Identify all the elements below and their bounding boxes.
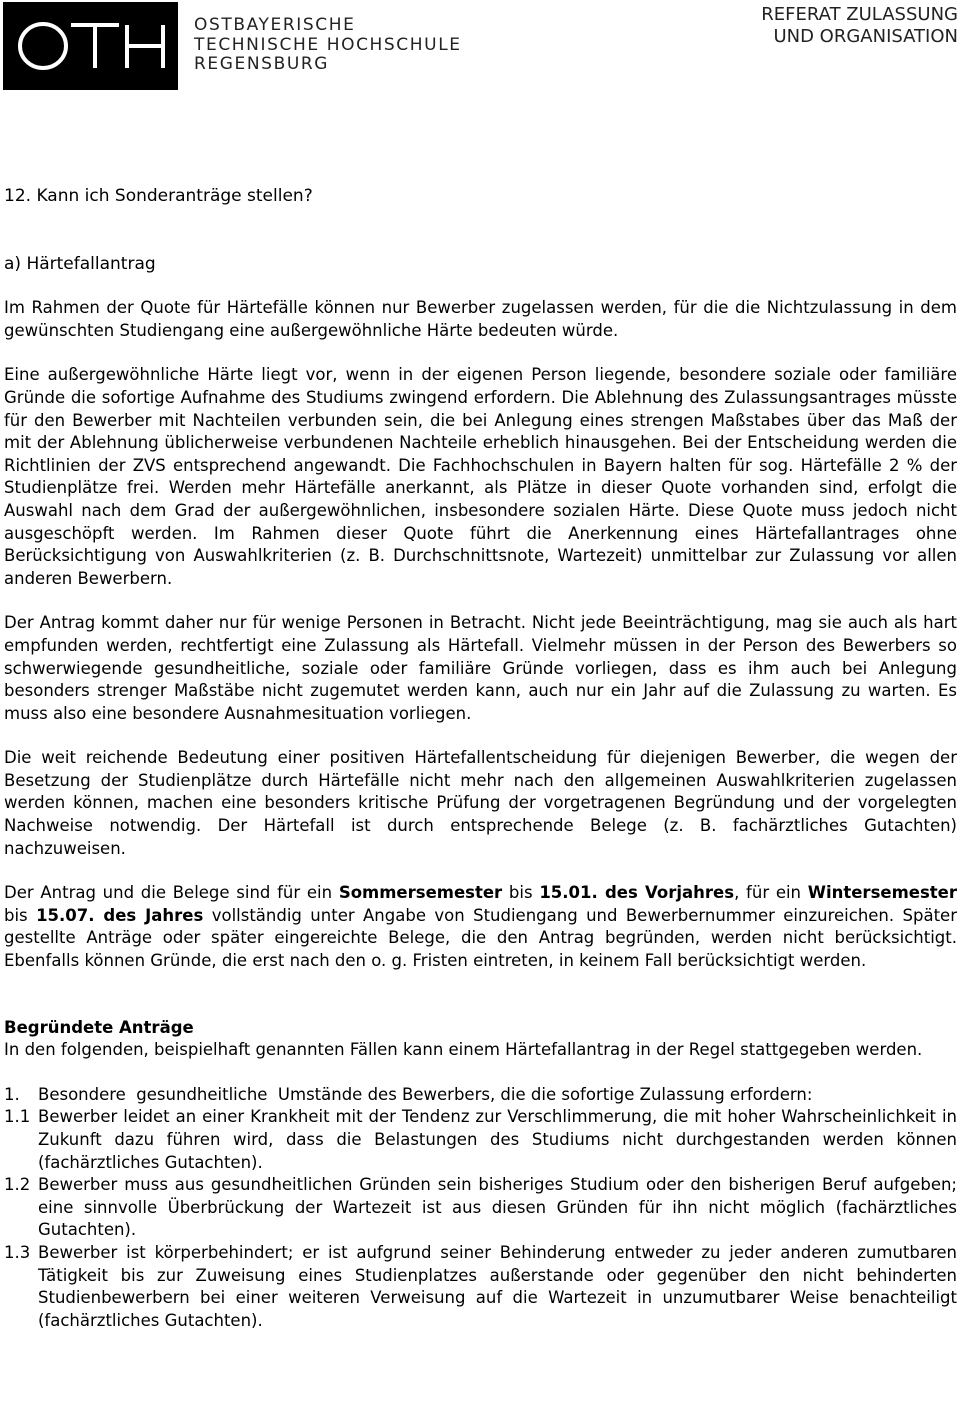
list-number: 1.3 [4, 1242, 31, 1262]
text-run: Der Antrag und die Belege sind für ein [4, 883, 339, 903]
list-item [4, 1242, 957, 1332]
list-item [4, 1084, 957, 1107]
winter-semester-label: Wintersemester [807, 883, 957, 903]
oth-logo-mark [3, 2, 178, 90]
list-number: 1. [4, 1084, 20, 1104]
department-line: REFERAT ZULASSUNG [761, 4, 958, 25]
list-text: Bewerber ist körperbehindert; er ist aufgrund seiner Behinderung entweder zu jeder anderen zumutbaren Tätigkeit bis zur Zuweisung eines Studienplatzes außerstande oder gegenüber den nicht behinderten Studienbewerbern bei einer weiteren Verweisung auf die Wartezeit in unzumutbarer Weise benachteiligt (fachärztliches Gutachten). [38, 1242, 957, 1330]
institution-name [194, 16, 462, 75]
section-heading: Begründete Anträge [4, 1017, 194, 1037]
winter-deadline: 15.07. des Jahres [36, 905, 204, 925]
oth-logo [3, 2, 178, 90]
list-text: Besondere gesundheitliche Umstände des Bewerbers, die die sofortige Zulassung erfordern: [38, 1084, 813, 1104]
list-item [4, 1106, 957, 1174]
paragraph: Eine außergewöhnliche Härte liegt vor, wenn in der eigenen Person liegende, besondere soziale oder familiäre Gründe die sofortige Aufnahme des Studiums zwingend erfordern. Die Ablehnung des Zulassungsantrages müsste für den Bewerber mit Nachteilen verbunden sein, die bei Anlegung eines strengen Maßstabes über das Maß der mit der Ablehnung üblicherweise verbundenen Nachteile erheblich hinausgehen. Bei der Entscheidung werden die Richtlinien der ZVS entsprechend angewandt. Die Fachhochschulen in Bayern halten für sog. Härtefälle 2 % der Studienplätze frei. Werden mehr Härtefälle anerkannt, als Plätze in dieser Quote vorhanden sind, erfolgt die Auswahl nach dem Grad der außergewöhnlichen, insbesondere sozialen Härte. Diese Quote muss jedoch nicht ausgeschöpft werden. Im Rahmen dieser Quote führt die Anerkennung eines Härtefallantrages ohne Berücksichtigung von Auswahlkriterien (z. B. Durchschnittsnote, Wartezeit) unmittelbar zur Zulassung vor allen anderen Bewerbern. [4, 365, 957, 588]
list-text: Bewerber leidet an einer Krankheit mit der Tendenz zur Verschlimmerung, die mit hoher Wahrscheinlichkeit in Zukunft dazu führen wird, dass die Belastungen des Studiums nicht durchgestanden werden können (fachärztliches Gutachten). [38, 1107, 957, 1172]
list-number: 1.2 [4, 1175, 31, 1195]
document-body [4, 185, 957, 1332]
paragraph: In den folgenden, beispielhaft genannten Fällen kann einem Härtefallantrag in der Regel stattgegeben werden. [4, 1040, 923, 1060]
text-run: bis [4, 905, 37, 925]
institution-line: REGENSBURG [194, 54, 330, 74]
text-run: bis [502, 883, 540, 903]
deadline-paragraph [4, 882, 957, 972]
list-number: 1.1 [4, 1107, 31, 1127]
text-run: , für ein [734, 883, 808, 903]
paragraph: Die weit reichende Bedeutung einer positiven Härtefallentscheidung für diejenigen Bewerber, die wegen der Besetzung der Studienplätze durch Härtefälle nicht mehr nach den allgemeinen Auswahlkriterien zugelassen werden können, machen eine besonders kritische Prüfung der vorgetragenen Begründung und der vorgelegten Nachweise notwendig. Der Härtefall ist durch entsprechende Belege (z. B. fachärztliches Gutachten) nachzuweisen. [4, 748, 957, 858]
institution-line: OSTBAYERISCHE [194, 15, 356, 35]
question-title: 12. Kann ich Sonderanträge stellen? [4, 186, 313, 206]
summer-deadline: 15.01. des Vorjahres [539, 883, 735, 903]
section-title: a) Härtefallantrag [4, 253, 156, 274]
summer-semester-label: Sommersemester [338, 883, 503, 903]
text-run: vollständig unter Angabe von Studiengang und Bewerbernummer einzureichen. Später gestellte Anträge oder später eingereichte Belege, die den Antrag begründen, werden nicht berücksichtigt. Ebenfalls können Gründe, die erst nach den o. g. Fristen eintreten, in keinem Fall berücksichtigt werden. [4, 905, 957, 971]
department-line: UND ORGANISATION [773, 26, 958, 47]
paragraph: Im Rahmen der Quote für Härtefälle können nur Bewerber zugelassen werden, für die die Nichtzulassung in dem gewünschten Studiengang eine außergewöhnliche Härte bedeuten würde. [4, 298, 957, 340]
department-name [761, 4, 958, 48]
list-item [4, 1174, 957, 1242]
institution-line: TECHNISCHE HOCHSCHULE [194, 34, 462, 55]
paragraph: Der Antrag kommt daher nur für wenige Personen in Betracht. Nicht jede Beeinträchtigung, mag sie auch als hart empfunden werden, rechtfertigt eine Zulassung als Härtefall. Vielmehr müssen in der Person des Bewerbers so schwerwiegende gesundheitliche, soziale oder familiäre Gründe vorliegen, dass es ihm auch bei Anlegung besonders strenger Maßstäbe nicht zugemutet werden kann, auch nur ein Jahr auf die Zulassung zu warten. Es muss also eine besondere Ausnahmesituation vorliegen. [4, 613, 957, 723]
list-text: Bewerber muss aus gesundheitlichen Gründen sein bisheriges Studium oder den bisherigen Beruf aufgeben; eine sinnvolle Überbrückung der Wartezeit ist aus diesen Gründen für ihn nicht möglich (fachärztliches Gutachten). [38, 1175, 957, 1240]
page-header [0, 0, 960, 100]
